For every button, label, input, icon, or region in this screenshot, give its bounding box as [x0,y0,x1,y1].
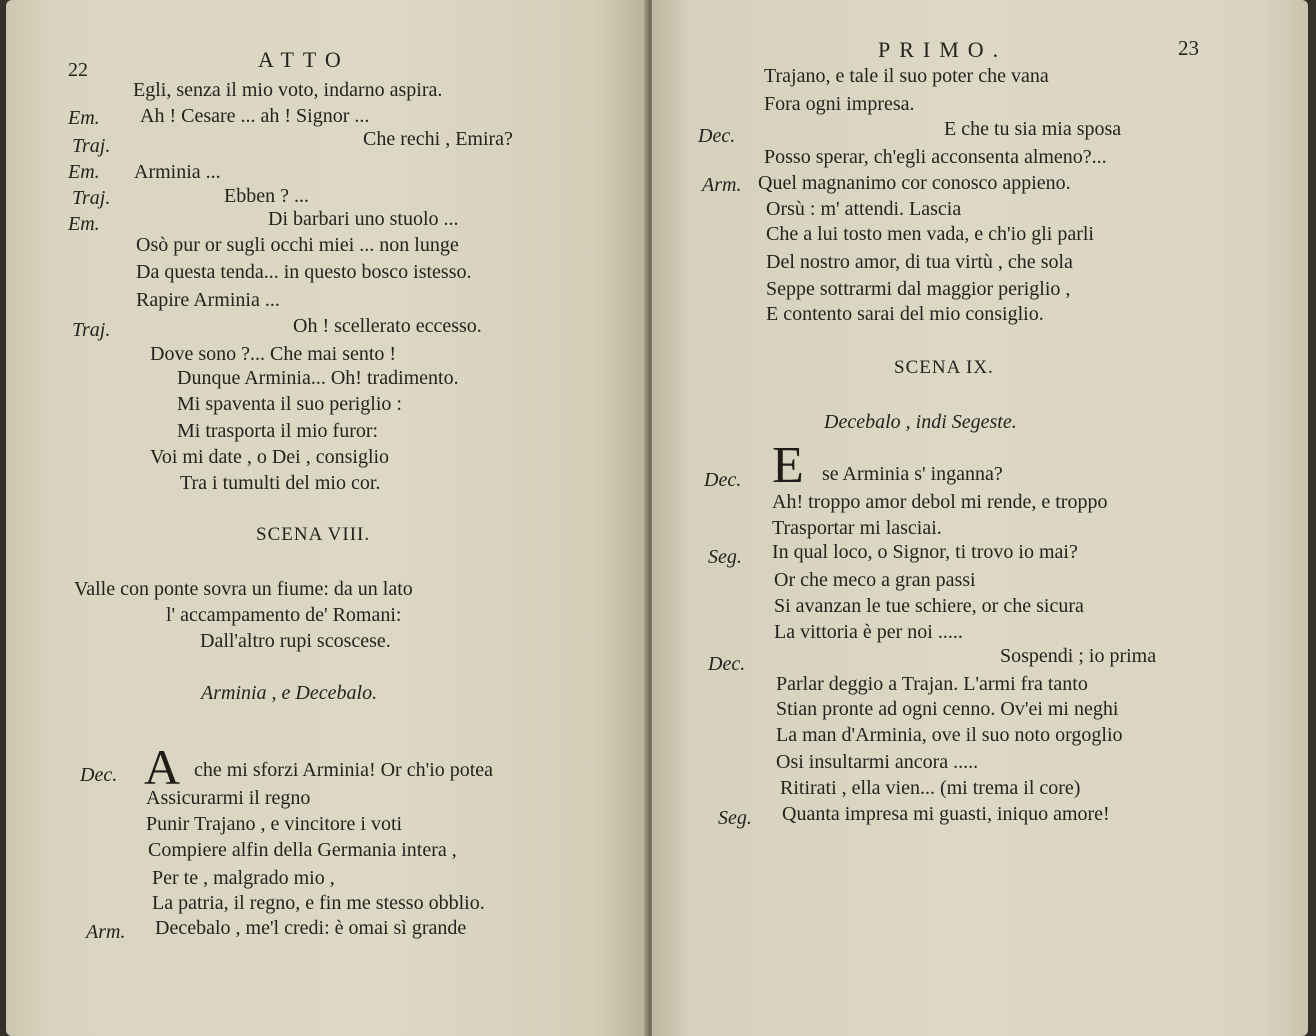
verse-line: Che rechi , Emira? [363,128,513,150]
verse-line: Sospendi ; io prima [1000,645,1157,667]
verse-line: Dove sono ?... Che mai sento ! [150,343,397,365]
verse-line: Trajano, e tale il suo poter che vana [764,65,1049,87]
speaker-label: Em. [68,107,100,129]
characters-line: Arminia , e Decebalo. [201,682,378,704]
verse-line: Da questa tenda... in questo bosco istesso. [136,261,472,283]
verse-line: Punir Trajano , e vincitore i voti [146,813,403,835]
speaker-label: Seg. [708,546,742,568]
speaker-label: Em. [68,213,100,235]
verse-line: Osi insultarmi ancora ..... [776,751,979,773]
right-page [652,0,1308,1036]
verse-line: Voi mi date , o Dei , consiglio [150,446,390,468]
verse-line: Ritirati , ella vien... (mi trema il core) [780,777,1081,799]
verse-line: Che a lui tosto men vada, e ch'io gli parli [766,223,1094,245]
drop-cap: E [772,437,804,494]
verse-line: E che tu sia mia sposa [944,118,1122,140]
verse-line: In qual loco, o Signor, ti trovo io mai? [772,541,1078,563]
verse-line: Ebben ? ... [224,185,309,207]
verse-line: Si avanzan le tue schiere, or che sicura [774,595,1084,617]
speaker-label: Arm. [86,921,126,943]
verse-line: Compiere alfin della Germania intera , [148,839,457,861]
verse-line: Quanta impresa mi guasti, iniquo amore! [782,803,1110,825]
speaker-label: Traj. [72,135,111,157]
verse-line: La man d'Arminia, ove il suo noto orgoglio [776,724,1123,746]
verse-line: Dunque Arminia... Oh! tradimento. [177,367,459,389]
speaker-label: Traj. [72,319,111,341]
verse-line: Orsù : m' attendi. Lascia [766,198,962,220]
verse-line: Or che meco a gran passi [774,569,976,591]
page-number: 23 [1178,36,1199,60]
verse-line: Rapire Arminia ... [136,289,280,311]
stage-direction: l' accampamento de' Romani: [166,604,402,626]
verse-line: Egli, senza il mio voto, indarno aspira. [133,79,443,101]
verse-line: Trasportar mi lasciai. [772,517,942,539]
drop-cap: A [144,739,181,795]
running-head: PRIMO. [878,37,1008,62]
verse-line: Di barbari uno stuolo ... [268,208,459,230]
scene-title: SCENA IX. [894,357,994,378]
characters-line: Decebalo , indi Segeste. [824,411,1017,433]
verse-line: Quel magnanimo cor conosco appieno. [758,172,1071,194]
verse-line: Arminia ... [134,161,221,183]
verse-line: Ah! troppo amor debol mi rende, e troppo [772,491,1108,513]
speaker-label: Seg. [718,807,752,829]
verse-line: Oh ! scellerato eccesso. [293,315,482,337]
verse-line: che mi sforzi Arminia! Or ch'io potea [194,759,494,781]
verse-line: E contento sarai del mio consiglio. [766,303,1044,325]
running-head: ATTO [258,47,350,72]
verse-line: Assicurarmi il regno [146,787,311,809]
stage-direction: Valle con ponte sovra un fiume: da un lato [74,578,413,600]
verse-line: Fora ogni impresa. [764,93,915,115]
speaker-label: Dec. [708,653,746,675]
scene-title: SCENA VIII. [256,524,371,545]
speaker-label: Em. [68,161,100,183]
verse-line: La patria, il regno, e fin me stesso obblio. [152,892,485,914]
speaker-label: Arm. [702,174,742,196]
speaker-label: Dec. [704,469,742,491]
verse-line: se Arminia s' inganna? [822,463,1003,485]
left-page [6,0,646,1036]
verse-line: Posso sperar, ch'egli acconsenta almeno?... [764,146,1107,168]
verse-line: Decebalo , me'l credi: è omai sì grande [155,917,467,939]
page-number: 22 [68,59,88,81]
verse-line: Stian pronte ad ogni cenno. Ov'ei mi neghi [776,698,1119,720]
verse-line: Ah ! Cesare ... ah ! Signor ... [140,105,370,127]
verse-line: Mi spaventa il suo periglio : [177,393,402,415]
verse-line: Tra i tumulti del mio cor. [180,472,381,494]
verse-line: Per te , malgrado mio , [152,867,335,889]
speaker-label: Dec. [698,125,736,147]
verse-line: Mi trasporta il mio furor: [177,420,379,442]
stage-direction: Dall'altro rupi scoscese. [200,630,391,652]
verse-line: Osò pur or sugli occhi miei ... non lunge [136,234,459,256]
verse-line: Seppe sottrarmi dal maggior periglio , [766,278,1071,300]
verse-line: Parlar deggio a Trajan. L'armi fra tanto [776,673,1088,695]
verse-line: Del nostro amor, di tua virtù , che sola [766,251,1073,273]
speaker-label: Dec. [80,764,118,786]
verse-line: La vittoria è per noi ..... [774,621,963,643]
speaker-label: Traj. [72,187,111,209]
